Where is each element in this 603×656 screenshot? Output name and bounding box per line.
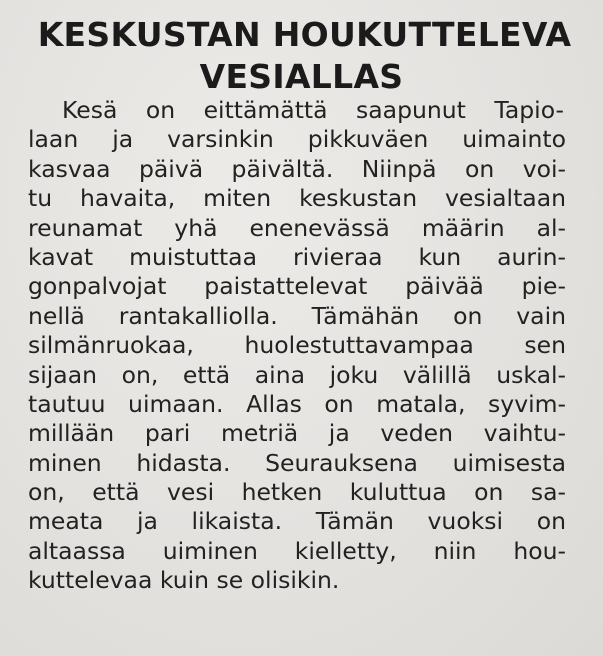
body-line: tautuu uimaan. Allas on matala, syvim-	[28, 389, 566, 418]
body-line: sijaan on, että aina joku välillä uskal-	[28, 360, 566, 389]
body-line: silmänruokaa, huolestuttavampaa sen	[28, 331, 566, 360]
headline	[0, 14, 603, 98]
body-line: tu havaita, miten keskustan vesialtaan	[28, 184, 566, 213]
article-body	[0, 96, 603, 596]
body-line: meata ja likaista. Tämän vuoksi on	[28, 507, 566, 536]
body-line: on, että vesi hetken kuluttua on sa-	[28, 478, 566, 507]
body-line: nellä rantakalliolla. Tämähän on vain	[28, 301, 566, 330]
headline-line-2: VESIALLAS	[199, 57, 404, 96]
body-line: Kesä on eittämättä saapunut Tapio-	[62, 96, 564, 124]
body-line: altaassa uiminen kielletty, niin hou-	[28, 536, 566, 565]
body-line: minen hidasta. Seurauksena uimisesta	[28, 448, 566, 477]
headline-line-1: KESKUSTAN HOUKUTTELEVA	[37, 15, 572, 54]
body-line: laan ja varsinkin pikkuväen uimainto	[28, 125, 566, 154]
body-line: kuttelevaa kuin se olisikin.	[28, 566, 340, 595]
body-line: reunamat yhä enenevässä määrin al-	[28, 213, 566, 242]
body-line: kasvaa päivä päivältä. Niinpä on voi-	[28, 154, 566, 183]
body-line: kavat muistuttaa rivieraa kun aurin-	[28, 242, 566, 271]
body-line: gonpalvojat paistattelevat päivää pie-	[28, 272, 566, 301]
body-line: millään pari metriä ja veden vaihtu-	[28, 419, 566, 448]
